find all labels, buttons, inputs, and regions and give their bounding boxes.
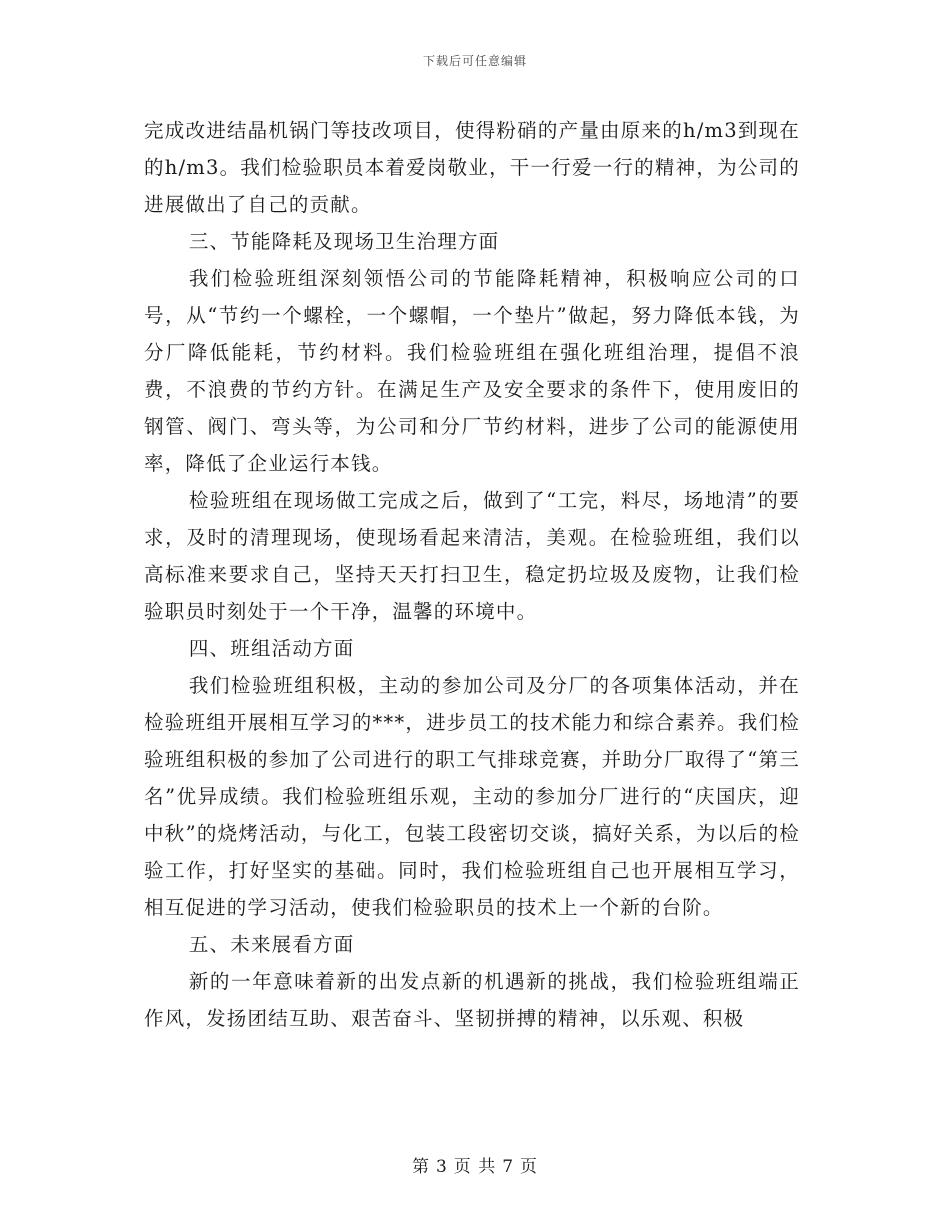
footer-middle: 页 共 bbox=[453, 1157, 497, 1177]
paragraph-energy-saving: 我们检验班组深刻领悟公司的节能降耗精神，积极响应公司的口号，从“节约一个螺栓，一个螺帽，一个垫片”做起，努力降低本钱，为分厂降低能耗，节约材料。我们检验班组在强化班组治理，提倡不浪费，不浪费的节约方针。在满足生产及安全要求的条件下，使用废旧的钢管、阀门、弯头等，为公司和分厂节约材料，进步了公司的能源使用率，降低了企业运行本钱。 bbox=[144, 267, 800, 475]
paragraph-site-cleanup: 检验班组在现场做工完成之后，做到了“工完，料尽，场地清”的要求，及时的清理现场，使现场看起来清洁，美观。在检验班组，我们以高标准来要求自己，坚持天天打扫卫生，稳定扔垃圾及废物，让我们检验职员时刻处于一个干净，温馨的环境中。 bbox=[144, 489, 800, 623]
page-header bbox=[0, 52, 950, 69]
section-heading-energy-saving: 三、节能降耗及现场卫生治理方面 bbox=[188, 230, 500, 253]
header-text: 下载后可任意编辑 bbox=[422, 54, 527, 68]
current-page-number: 3 bbox=[435, 1157, 448, 1177]
paragraph-outlook: 新的一年意味着新的出发点新的机遇新的挑战，我们检验班组端正作风，发扬团结互助、艰苦奋斗、坚韧拼搏的精神，以乐观、积极 bbox=[144, 970, 800, 1030]
paragraph-team-activities: 我们检验班组积极，主动的参加公司及分厂的各项集体活动，并在检验班组开展相互学习的***，进步员工的技术能力和综合素养。我们检验班组积极的参加了公司进行的职工气排球竞赛，并助分厂取得了“第三名”优异成绩。我们检验班组乐观，主动的参加分厂进行的“庆国庆，迎中秋”的烧烤活动，与化工，包装工段密切交谈，搞好关系，为以后的检验工作，打好坚实的基础。同时，我们检验班组自己也开展相互学习，相互促进的学习活动，使我们检验职员的技术上一个新的台阶。 bbox=[144, 674, 800, 919]
page-footer bbox=[0, 1152, 950, 1177]
footer-prefix: 第 bbox=[411, 1157, 430, 1177]
document-body bbox=[144, 112, 800, 1037]
paragraph-continuation: 完成改进结晶机锅门等技改项目，使得粉硝的产量由原来的h/m3到现在的h/m3。我们检验职员本着爱岗敬业，干一行爱一行的精神，为公司的进展做出了自己的贡献。 bbox=[144, 119, 800, 216]
footer-suffix: 页 bbox=[520, 1157, 539, 1177]
total-pages-number: 7 bbox=[502, 1157, 515, 1177]
section-heading-team-activities: 四、班组活动方面 bbox=[188, 637, 355, 660]
section-heading-outlook: 五、未来展看方面 bbox=[188, 933, 355, 956]
